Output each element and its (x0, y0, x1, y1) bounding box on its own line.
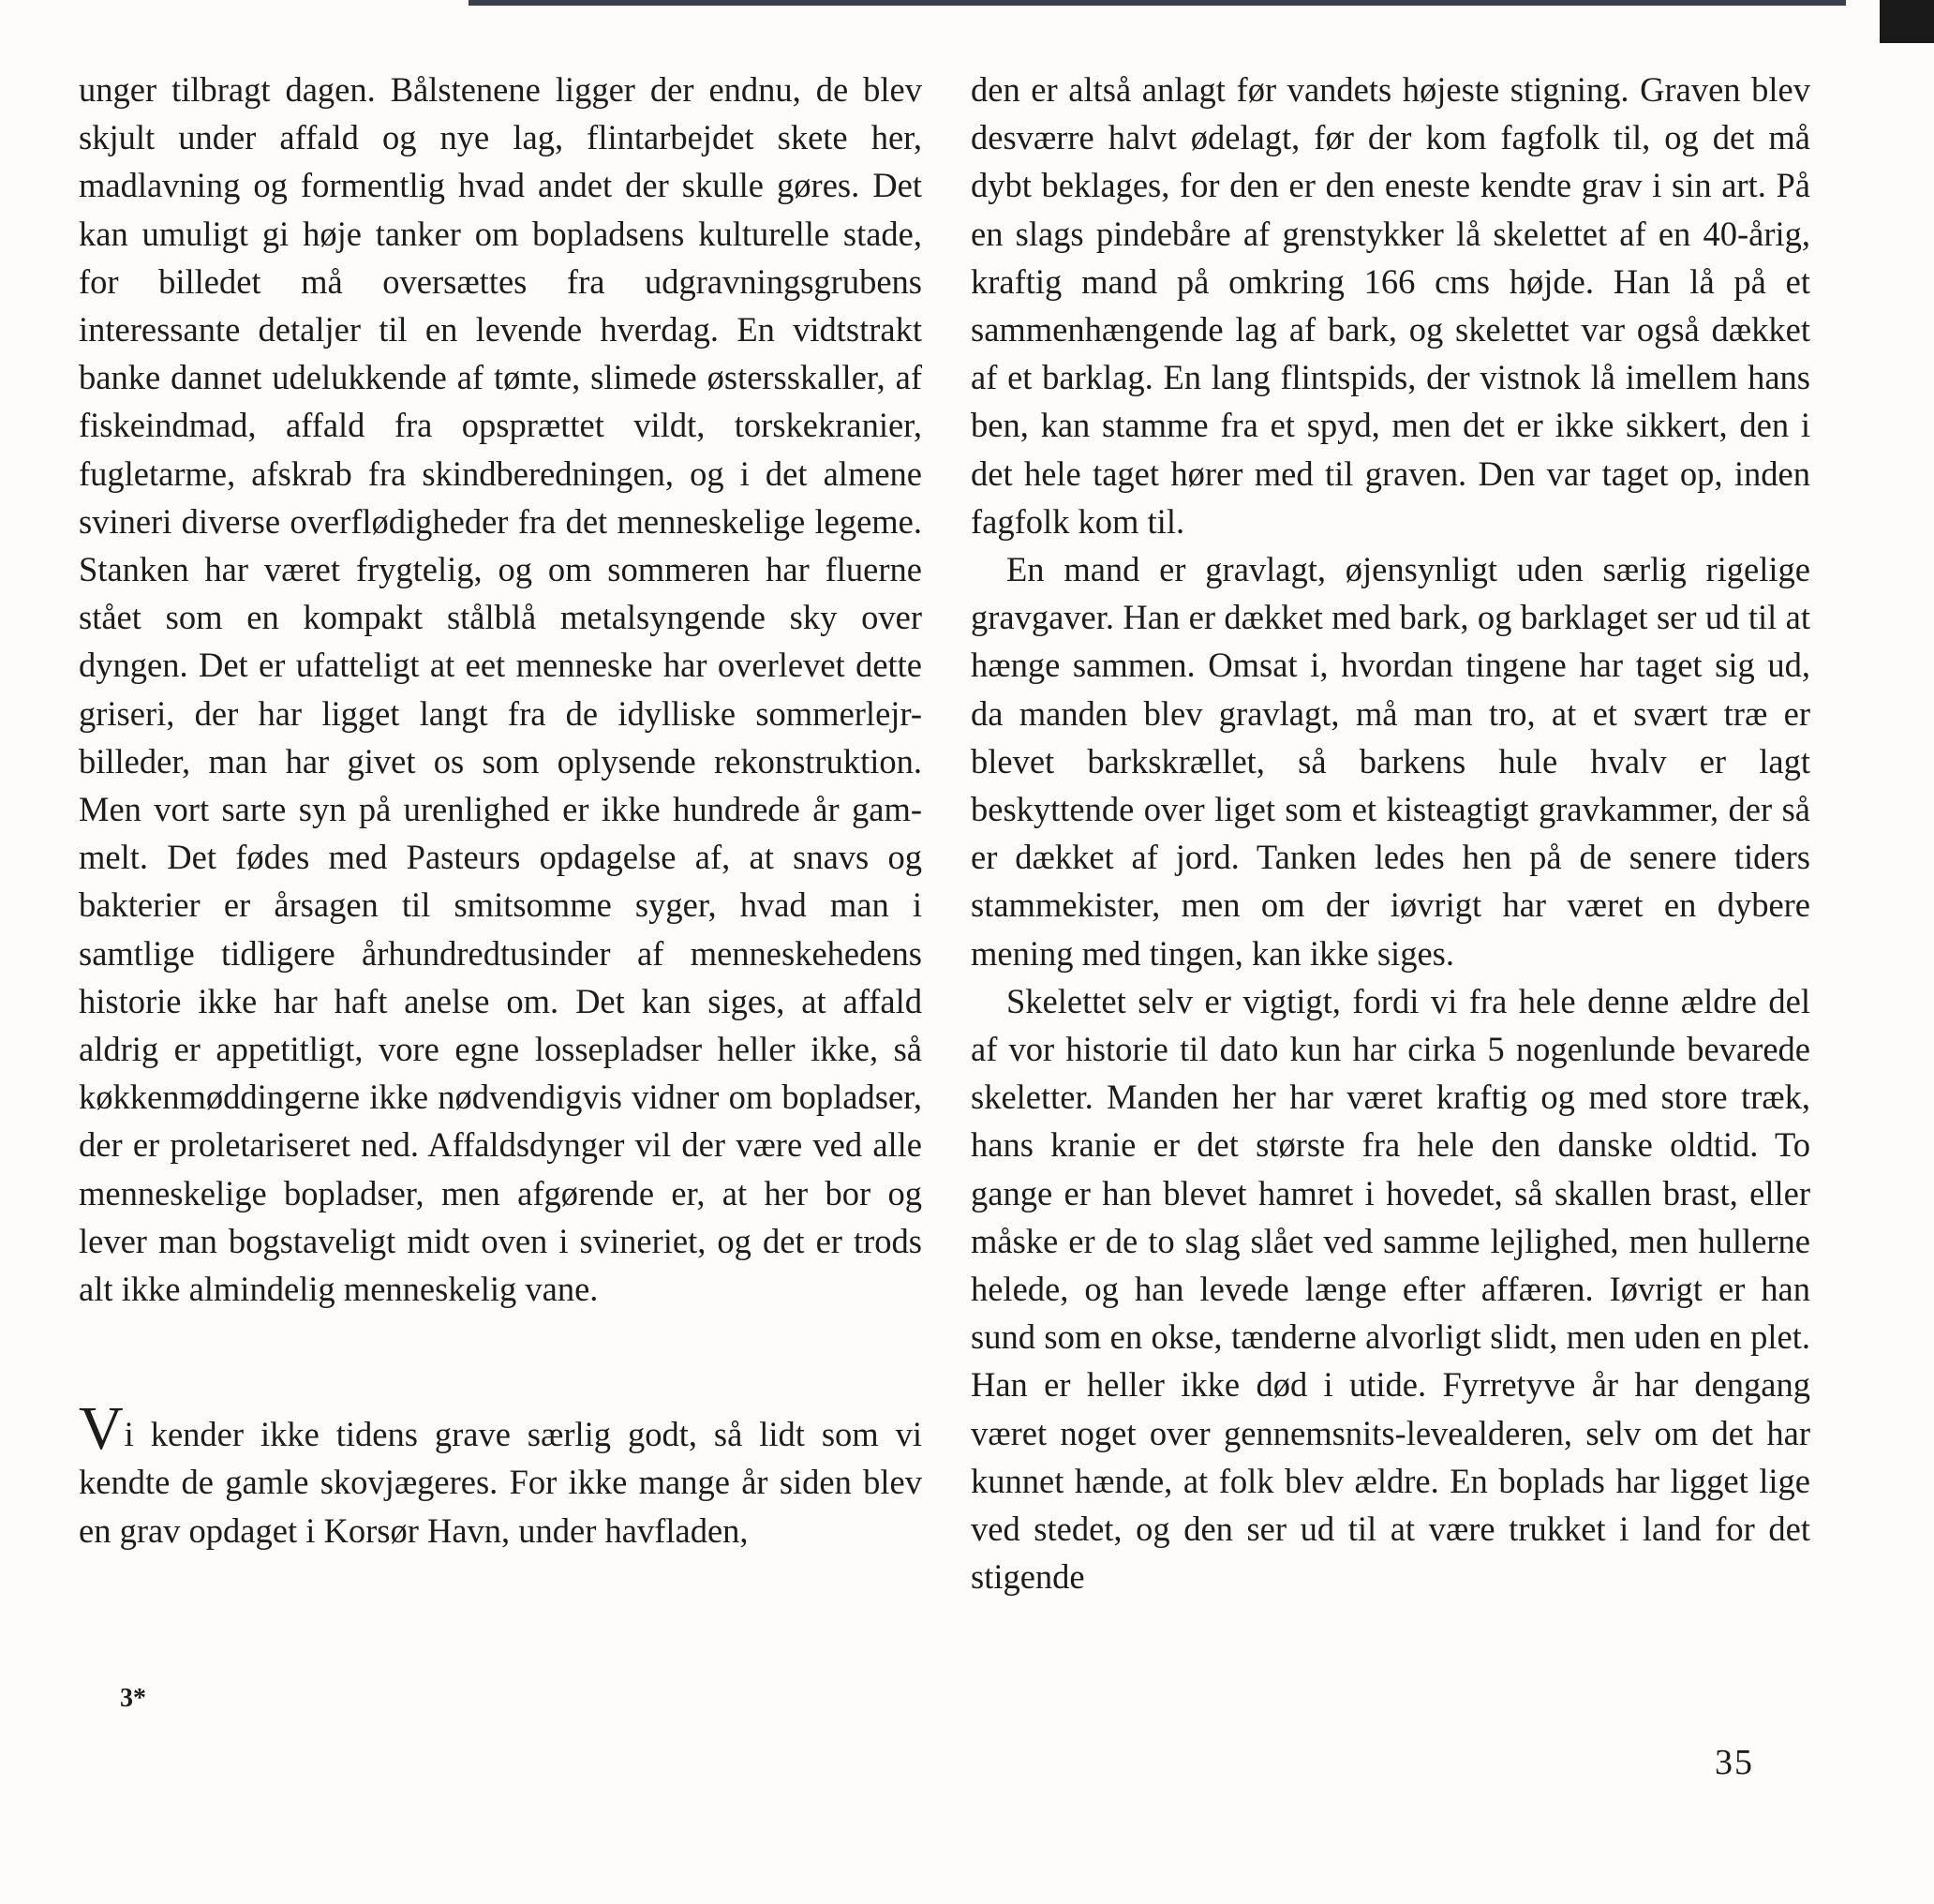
page-number: 35 (1715, 1743, 1754, 1782)
section-paragraph (79, 1394, 922, 1554)
signature-mark: 3* (120, 1684, 146, 1713)
page-top-edge (469, 0, 1846, 6)
left-column (79, 66, 922, 1554)
right-column (971, 66, 1810, 1601)
page-corner-edge (1880, 0, 1934, 43)
drop-cap: V (79, 1394, 124, 1464)
body-paragraph: En mand er gravlagt, øjensynligt uden særlig rigelige gravgaver. Han er dækket med bark, og barklaget ser ud til at hænge sammen. Omsat i, hvordan tingene har taget sig ud, da manden blev gravlagt, må man tro, at et svært træ er blevet barkskrællet, så barkens hule hvalv er lagt beskyttende over liget som et kisteagtigt gravkammer, der så er dækket af jord. Tanken ledes hen på de senere tiders stammekister, men om der iøvrigt har været en dybere mening med tingen, kan ikke siges. (971, 550, 1810, 973)
body-paragraph: unger tilbragt dagen. Bålstenene ligger der endnu, de blev skjult under affald og nye lag, flintarbejdet skete her, madlavning og formentlig hvad andet der skulle gøres. Det kan umuligt gi høje tanker om bopladsens kulturelle stade, for billedet må oversættes fra udgravningsgrubens interessante detaljer til en levende hverdag. En vidtstrakt banke dannet udelukkende af tømte, slimede østersskaller, af fiskeindmad, affald fra opsprættet vildt, torskekranier, fugletarme, afskrab fra skindberedningen, og i det almene svineri diverse overflødigheder fra det menneskelige legeme. Stanken har været frygtelig, og om sommeren har fluerne stået som en kompakt stålblå metalsyngende sky over dyngen. Det er ufatteligt at eet menneske har overlevet dette griseri, der har ligget langt fra de idylliske sommerlejr-billeder, man har givet os som oplysende rekonstruktion. Men vort sarte syn på urenlighed er ikke hundrede år gammelt. Det fødes med Pasteurs opdagelse af, at snavs og bakterier er årsagen til smitsomme syger, hvad man i samtlige tidligere århundredtusinder af menneskehedens historie ikke har haft anelse om. Det kan siges, at affald aldrig er appetitligt, vore egne lossepladser heller ikke, så køkkenmøddingerne ikke nødvendigvis vidner om bopladser, der er proletariseret ned. Affaldsdynger vil der være ved alle menneskelige bopladser, men afgørende er, at her bor og lever man bogstaveligt midt oven i svineriet, og det er trods alt ikke almindelig menneskelig vane. (79, 70, 922, 1309)
body-paragraph: Skelettet selv er vigtigt, fordi vi fra hele denne ældre del af vor historie til dato kun har cirka 5 nogenlunde bevarede skeletter. Manden her har været kraftig og med store træk, hans kranie er det største fra hele den danske oldtid. To gange er han blevet hamret i hovedet, så skallen brast, eller måske er de to slag slået ved samme lejlighed, men hullerne helede, og han levede længe efter affæren. Iøvrigt er han sund som en okse, tænderne alvorligt slidt, men uden en plet. Han er heller ikke død i utide. Fyrretyve år har dengang været noget over gennemsnits-levealderen, selv om det har kunnet hænde, at folk blev ældre. En boplads har ligget lige ved stedet, og den ser ud til at være trukket i land for det stigende (971, 981, 1810, 1597)
section-text: i kender ikke tidens grave særlig godt, så lidt som vi kendte de gamle skovjægeres. For ikke mange år siden blev en grav opdaget i Korsør Havn, under havfladen, (79, 1415, 922, 1550)
body-paragraph: den er altså anlagt før vandets højeste stigning. Graven blev desværre halvt ødelagt, før der kom fagfolk til, og det må dybt beklages, for den er den eneste kendte grav i sin art. På en slags pindebåre af grenstykker lå skelettet af en 40-årig, kraftig mand på omkring 166 cms højde. Han lå på et sammenhængende lag af bark, og skelettet var også dækket af et barklag. En lang flintspids, der vistnok lå imellem hans ben, kan stamme fra et spyd, men det er ikke sikkert, den i det hele taget hører med til graven. Den var taget op, inden fagfolk kom til. (971, 70, 1810, 541)
